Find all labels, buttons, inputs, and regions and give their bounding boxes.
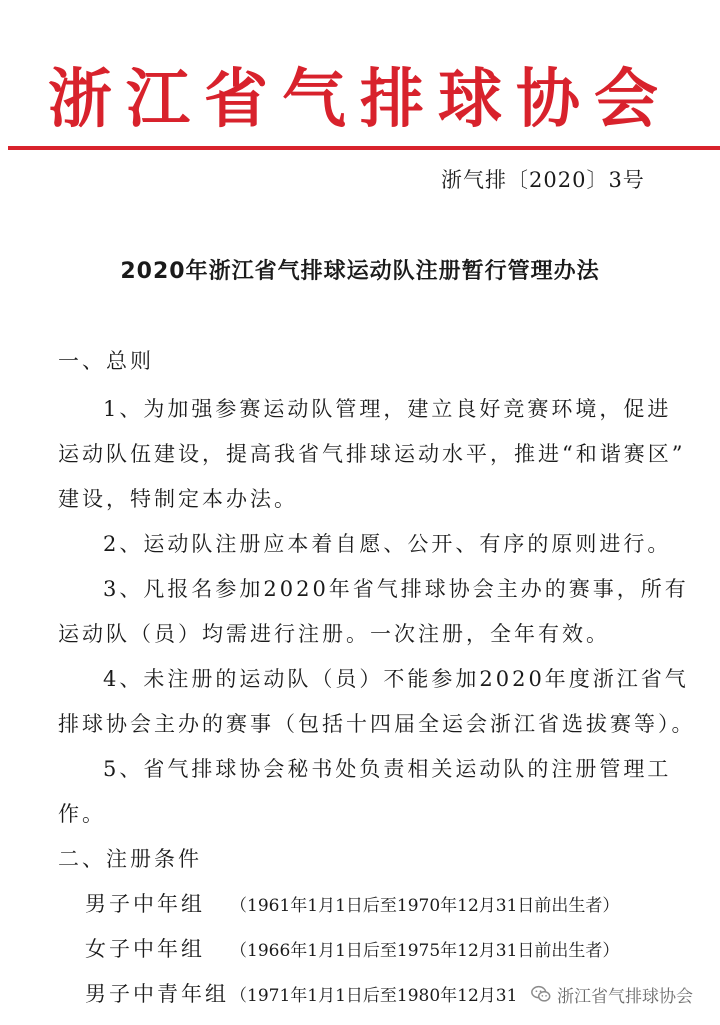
paragraph-line: 运动队（员）均需进行注册。一次注册，全年有效。 <box>58 622 610 646</box>
paragraph-line: 运动队伍建设，提高我省气排球运动水平，推进“和谐赛区” <box>58 442 686 466</box>
account-watermark <box>526 978 699 1010</box>
age-group-row <box>85 934 619 966</box>
paragraph-line: 排球协会主办的赛事（包括十四届全运会浙江省选拔赛等）。 <box>58 712 696 736</box>
organization-title: 浙江省气排球协会 <box>48 63 672 137</box>
document-title: 2020年浙江省气排球运动队注册暂行管理办法 <box>120 259 600 284</box>
section-heading-registration: 二、注册条件 <box>58 847 202 871</box>
watermark-text: 浙江省气排球协会 <box>557 986 693 1007</box>
paragraph-line: 5、省气排球协会秘书处负责相关运动队的注册管理工 <box>103 757 672 781</box>
age-group-label: 男子中青年组 <box>85 982 229 1006</box>
age-group-row <box>85 979 517 1011</box>
age-group-label: 女子中年组 <box>85 937 205 961</box>
section-heading-general: 一、总则 <box>58 349 154 373</box>
paragraph-line: 2、运动队注册应本着自愿、公开、有序的原则进行。 <box>103 532 672 556</box>
paragraph-line: 作。 <box>58 802 106 826</box>
wechat-icon <box>530 983 552 1005</box>
document-number: 浙气排〔2020〕3号 <box>441 168 645 192</box>
red-divider <box>8 146 720 150</box>
age-group-range: （1961年1月1日后至1970年12月31日前出生者） <box>230 896 620 916</box>
age-group-label: 男子中年组 <box>85 892 205 916</box>
age-group-row <box>85 889 619 921</box>
paragraph-line: 1、为加强参赛运动队管理，建立良好竞赛环境，促进 <box>103 397 672 421</box>
age-group-range: （1971年1月1日后至1980年12月31 <box>230 986 518 1006</box>
age-group-range: （1966年1月1日后至1975年12月31日前出生者） <box>230 941 620 961</box>
paragraph-line: 3、凡报名参加2020年省气排球协会主办的赛事，所有 <box>103 577 689 601</box>
paragraph-line: 建设，特制定本办法。 <box>58 487 298 511</box>
paragraph-line: 4、未注册的运动队（员）不能参加2020年度浙江省气 <box>103 667 689 691</box>
